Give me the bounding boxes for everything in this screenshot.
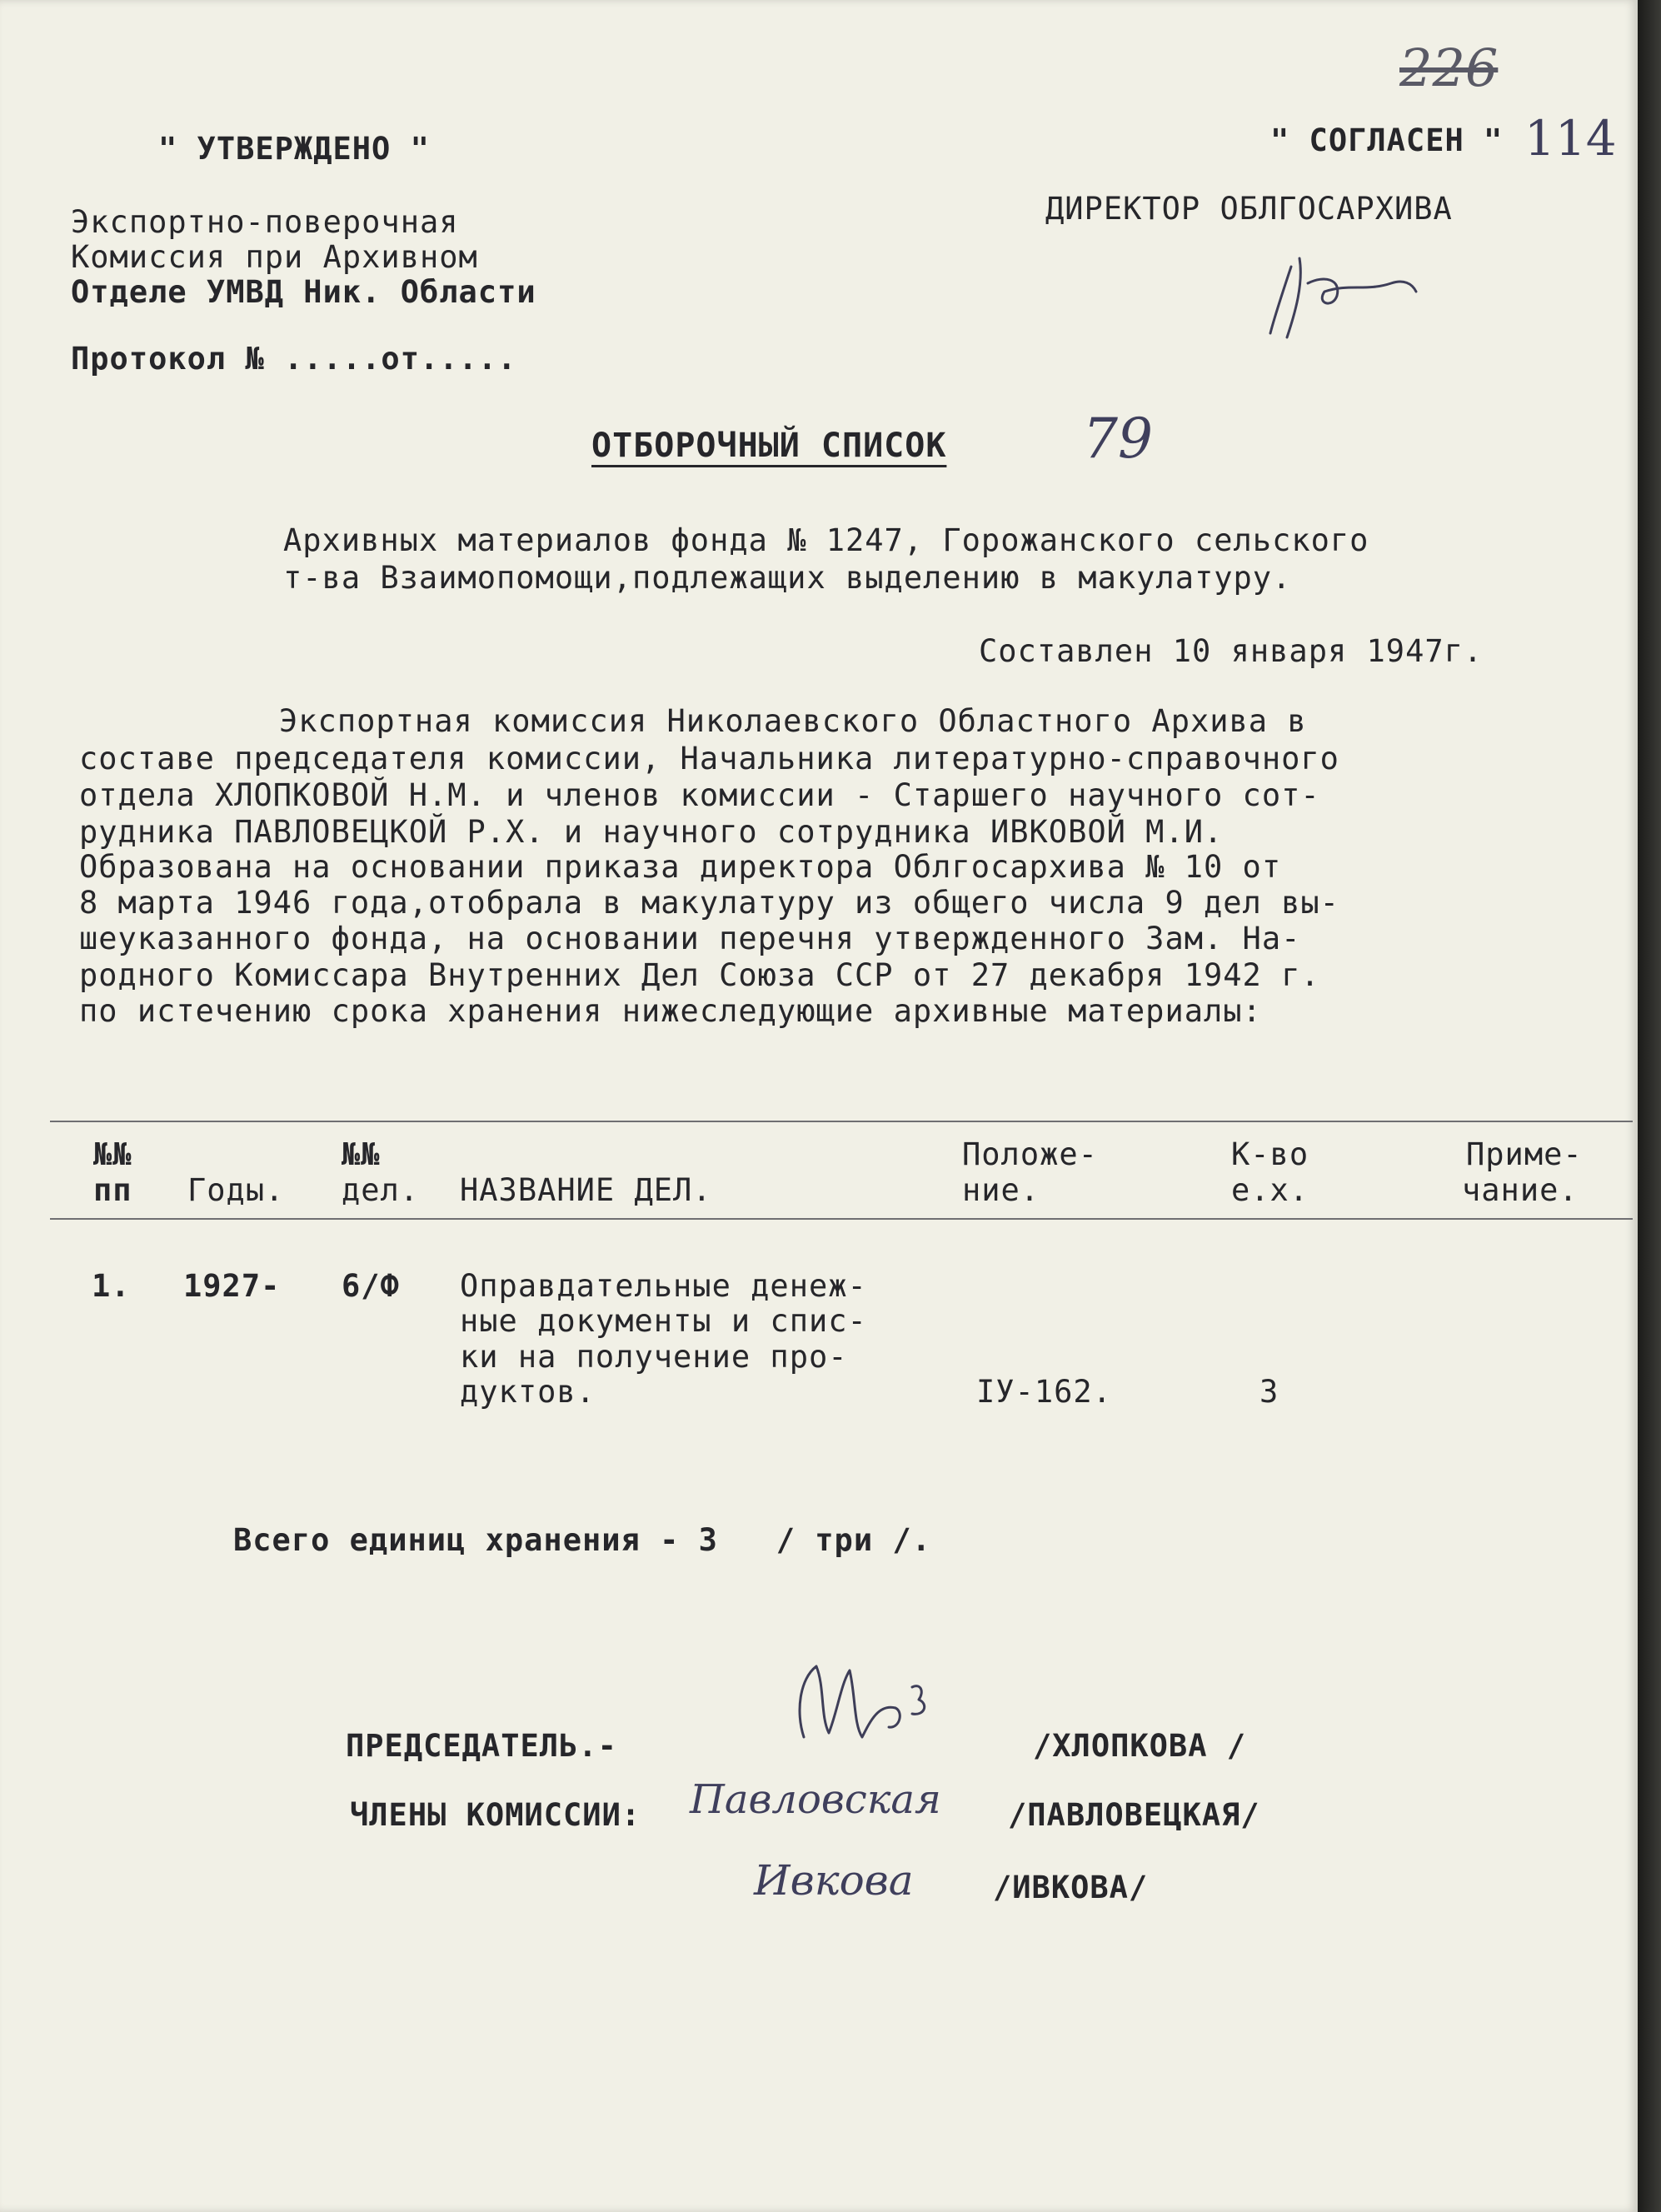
agreed-title: " СОГЛАСЕН " [1270, 122, 1504, 158]
subtitle-line-1: Архивных материалов фонда № 1247, Горожанского сельского [283, 522, 1369, 558]
body-line-1: Экспортная комиссия Николаевского Областного Архива в [279, 703, 1307, 739]
row-name-line-3: ки на получение про- [460, 1339, 848, 1375]
body-line-5: Образована на основании приказа директора Облгосархива № 10 от [79, 849, 1282, 885]
body-line-4: рудника ПАВЛОВЕЦКОЙ Р.Х. и научного сотрудника ИВКОВОЙ М.И. [79, 814, 1224, 850]
table-header-rule [50, 1218, 1633, 1220]
row-count: 3 [1259, 1374, 1279, 1410]
header-num-1: №№ [93, 1136, 132, 1172]
sheet-number: 114 [1524, 110, 1617, 167]
header-note-2: чание. [1462, 1172, 1579, 1208]
body-line-3: отдела ХЛОПКОВОЙ Н.М. и членов комиссии - Старшего научного сот- [79, 777, 1320, 813]
compiled-date: Составлен 10 января 1947г. [979, 633, 1484, 669]
row-year: 1927- [183, 1268, 281, 1304]
chairman-signature [779, 1654, 954, 1770]
body-line-9: по истечению срока хранения нижеследующие архивные материалы: [79, 993, 1262, 1029]
body-line-8: родного Комиссара Внутренних Дел Союза ССР от 27 декабря 1942 г. [79, 957, 1320, 993]
member1-handwritten-signature: Павловская [690, 1776, 941, 1823]
row-name-line-2: ные документы и спис- [460, 1303, 867, 1339]
member2-handwritten-signature: Ивкова [754, 1856, 914, 1905]
approved-line-3: Отделе УМВД Ник. Области [71, 274, 536, 310]
director-signature [1258, 233, 1424, 342]
row-case: 6/Ф [342, 1268, 400, 1304]
table-top-rule [50, 1121, 1633, 1122]
members-label: ЧЛЕНЫ КОМИССИИ: [350, 1797, 641, 1833]
chairman-label: ПРЕДСЕДАТЕЛЬ.- [346, 1728, 617, 1764]
document-title: ОТБОРОЧНЫЙ СПИСОК [591, 427, 947, 465]
total-units: Всего единиц хранения - 3 / три /. [233, 1522, 931, 1558]
row-name-line-1: Оправдательные денеж- [460, 1268, 867, 1304]
header-note-1: Приме- [1466, 1136, 1583, 1172]
body-line-6: 8 марта 1946 года,отобрала в макулатуру из общего числа 9 дел вы- [79, 885, 1339, 921]
header-count-2: е.х. [1231, 1172, 1309, 1208]
body-line-7: шеуказанного фонда, на основании перечня утвержденного Зам. На- [79, 921, 1301, 956]
chairman-name: /ХЛОПКОВА / [1033, 1728, 1247, 1764]
header-case-1: №№ [342, 1136, 381, 1172]
header-year: Годы. [187, 1172, 285, 1208]
header-case-2: дел. [342, 1172, 420, 1208]
approved-title: " УТВЕРЖДЕНО " [158, 131, 430, 167]
row-num: 1. [92, 1268, 131, 1304]
header-position-2: ние. [962, 1172, 1040, 1208]
header-count-1: К-во [1231, 1136, 1309, 1172]
header-name: НАЗВАНИЕ ДЕЛ. [460, 1172, 712, 1208]
member2-name: /ИВКОВА/ [993, 1870, 1149, 1905]
page-edge [1638, 0, 1661, 2212]
body-line-2: составе председателя комиссии, Начальника литературно-справочного [79, 741, 1339, 776]
archive-number: 226 [1399, 37, 1499, 98]
row-position: IУ-162. [976, 1374, 1112, 1410]
header-num-2: пп [93, 1172, 132, 1208]
member1-name: /ПАВЛОВЕЦКАЯ/ [1008, 1797, 1260, 1833]
row-name-line-4: дуктов. [460, 1374, 596, 1410]
protocol-line: Протокол № .....от..... [71, 341, 517, 377]
document-number: 79 [1083, 407, 1153, 471]
subtitle-line-2: т-ва Взаимопомощи,подлежащих выделению в макулатуру. [283, 560, 1292, 596]
director-position: ДИРЕКТОР ОБЛГОСАРХИВА [1045, 191, 1453, 227]
header-position-1: Положе- [962, 1136, 1098, 1172]
approved-line-1: Экспортно-поверочная [71, 204, 459, 240]
approved-line-2: Комиссия при Архивном [71, 239, 478, 275]
